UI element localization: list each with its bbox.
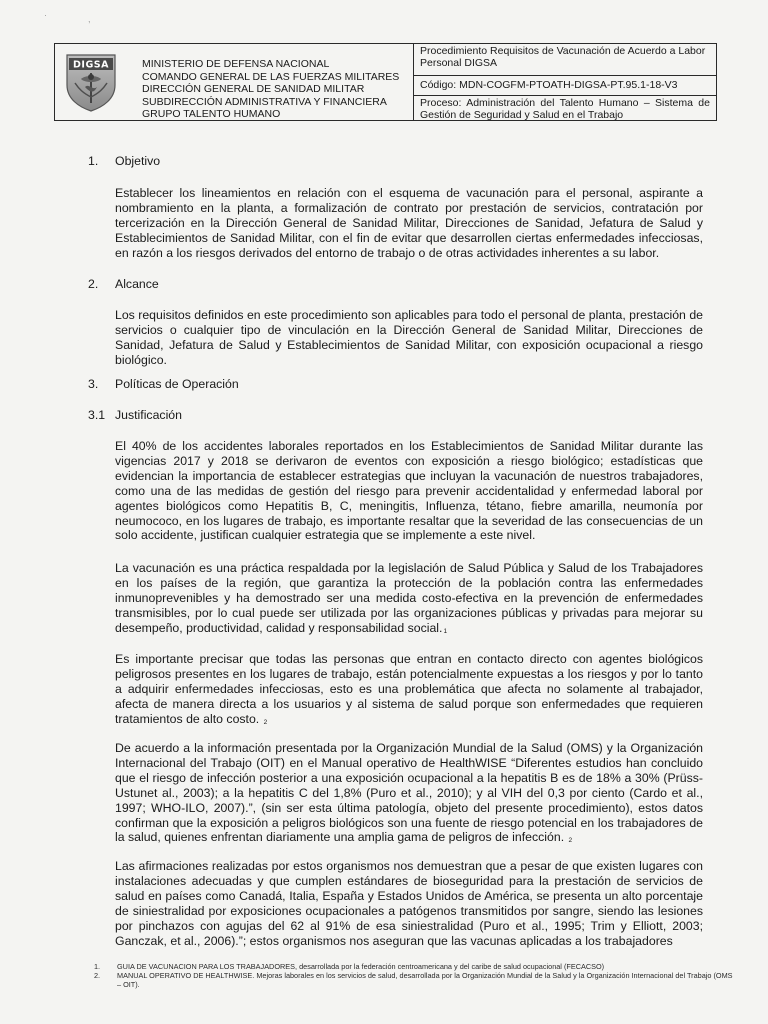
procedure-process: Proceso: Administración del Talento Humano – Sistema de Gestión de Seguridad y Salud en el Trabajo xyxy=(420,97,710,121)
section-title: Objetivo xyxy=(115,154,161,168)
paragraph-text: Es importante precisar que todas las personas que entran en contacto directo con agentes biológicos peligrosos presentes en los lugares de trabajo, están potencialmente expuestas a los riesgos y por lo tanto a adquirir enfermedades infecciosas, esto es una problemática que afecta no solamente al trabajador, afecta de manera directa a los usuarios y al sistema de salud porque son enfermedades que requieren tratamientos de alto costo. xyxy=(115,652,703,726)
section-number: 3. xyxy=(88,377,99,391)
section-title: Políticas de Operación xyxy=(115,377,239,391)
scan-mark: · xyxy=(44,10,47,20)
section-number: 1. xyxy=(88,154,99,168)
header-organization-cell xyxy=(55,44,414,120)
footnote-1 xyxy=(94,962,734,971)
footnote-number: 2. xyxy=(94,971,101,980)
procedure-title: Procedimiento Requisitos de Vacunación de Acuerdo a Labor Personal DIGSA xyxy=(414,44,716,76)
procedure-code: Código: MDN-COGFM-PTOATH-DIGSA-PT.95.1-18-V3 xyxy=(414,76,716,96)
footnote-2 xyxy=(94,971,734,989)
footnote-text: desarrollada por la federación centroamericana y del caribe de salud ocupacional (FECACSO) xyxy=(299,962,605,971)
digsa-shield-icon xyxy=(63,53,119,113)
footnote-ref: 2 xyxy=(263,718,268,726)
logo-text: DIGSA xyxy=(73,59,109,71)
paragraph-objetivo: Establecer los lineamientos en relación con el esquema de vacunación para el personal, aspirante a nombramiento en la planta, a formalización de contrato por prestación de servicios, contratación por tercerización en la Dirección General de Sanidad Militar, Direcciones de Sanidad, Jefatura de Salud y Establecimientos de Sanidad Militar, con el fin de evitar que desarrollen ciertas enfermedades infecciosas, en razón a los riesgos derivados del entorno de trabajo o de otras actividades inherentes a su labor. xyxy=(115,186,703,260)
footnote-ref: 1 xyxy=(443,627,448,635)
organization-lines xyxy=(142,58,399,121)
org-line-direction: DIRECCIÓN GENERAL DE SANIDAD MILITAR xyxy=(142,83,365,96)
section-title: Justificación xyxy=(115,408,182,422)
footnote-number: 1. xyxy=(94,962,101,971)
footnote-title: MANUAL OPERATIVO DE HEALTHWISE. xyxy=(117,971,255,980)
org-line-command: COMANDO GENERAL DE LAS FUERZAS MILITARES xyxy=(142,70,400,83)
paragraph-justificacion-1: El 40% de los accidentes laborales reportados en los Establecimientos de Sanidad Militar durante las vigencias 2017 y 2018 se derivaron de eventos con exposición a riesgo biológico; estadísticas que evidencian la importancia de establecer estrategias que incluyan la vacunación de nuestros trabajadores, como una de las medidas de gestión del riesgo para prevenir accidentalidad y enfermedad laboral por agentes biológicos como Hepatitis B, C, meningitis, Influenza, tétano, fiebre amarilla, neumonía por neumococo, en los lugares de trabajo, es importante resaltar que la severidad de las consecuencias de un solo accidente, justifican cualquier estrategia que se implemente a este nivel. xyxy=(115,439,703,543)
org-line-subdirection: SUBDIRECCIÓN ADMINISTRATIVA Y FINANCIERA xyxy=(142,95,387,108)
org-line-ministry: MINISTERIO DE DEFENSA NACIONAL xyxy=(142,58,330,70)
paragraph-justificacion-5: Las afirmaciones realizadas por estos organismos nos demuestran que a pesar de que existen lugares con instalaciones adecuadas y que cumplen estándares de bioseguridad para la prestación de servicios de salud en países como Canadá, Italia, España y Estados Unidos de América, se presenta un alto porcentaje de siniestralidad por exposiciones ocupacionales a patógenos transmitidos por sangre, siendo las lesiones por pinchazos con agujas del 62 al 91% de esa siniestralidad (Puro et al., 1995; Trim y Elliott, 2003; Ganczak, et al., 2006).”; estos organismos nos aseguran que las vacunas aplicadas a los trabajadores xyxy=(115,859,703,948)
footnote-title: GUIA DE VACUNACION PARA LOS TRABAJADORES, xyxy=(117,962,298,971)
paragraph-justificacion-4 xyxy=(115,741,703,849)
digsa-logo xyxy=(63,53,119,113)
footnote-ref: 2 xyxy=(568,837,573,845)
section-number: 3.1 xyxy=(88,408,106,422)
document-header xyxy=(54,43,717,121)
header-procedure-cells xyxy=(414,44,716,120)
paragraph-justificacion-2 xyxy=(115,561,703,640)
section-number: 2. xyxy=(88,277,99,291)
paragraph-text: La vacunación es una práctica respaldada por la legislación de Salud Pública y Salud de los Trabajadores en los países de la región, que garantiza la protección de la población contra las enfermedades inmunoprevenibles y ha demostrado ser una medida costo-efectiva en la prevención de enfermedades transmisibles, por lo cual puede ser utilizada por las organizaciones públicas y privadas para mejorar su desempeño, productividad, calidad y responsabilidad social. xyxy=(115,561,703,635)
paragraph-justificacion-3 xyxy=(115,652,703,731)
section-title: Alcance xyxy=(115,277,159,291)
paragraph-text: De acuerdo a la información presentada por la Organización Mundial de la Salud (OMS) y la Organización Internacional del Trabajo (OIT) en el Manual operativo de HealthWISE “Diferentes estudios han concluido que el riesgo de infección posterior a una exposición ocupacional a la hepatitis B es de 18% a 30% (Prüss-Ustunet al., 2003); a la hepatitis C del 1,8% (Puro et al., 2010); y al VIH del 0,3 por ciento (Cardo et al., 1997; WHO-ILO, 2007).”, (sin ser esta última patología, objeto del presente procedimiento), estos datos confirman que la exposición a peligros biológicos son una fuente de riesgo potencial en los trabajadores de la salud, quienes enfrentan diariamente una amplia gama de peligros de infección. xyxy=(115,741,703,845)
scan-mark: , xyxy=(88,14,91,24)
org-line-group: GRUPO TALENTO HUMANO xyxy=(142,108,281,121)
paragraph-alcance: Los requisitos definidos en este procedimiento son aplicables para todo el personal de planta, prestación de servicios o cualquier tipo de vinculación en la Dirección General de Sanidad Militar, Direcciones de Sanidad, Jefatura de Salud y Establecimientos de Sanidad Militar, con exposición ocupacional a riesgo biológico. xyxy=(115,308,703,367)
footnote-text: Mejoras laborales en los servicios de salud, desarrollada por la Organización Mundial de la Salud y la Organización Internacional del Trabajo (OMS – OIT). xyxy=(117,971,733,989)
footnotes xyxy=(94,962,734,989)
